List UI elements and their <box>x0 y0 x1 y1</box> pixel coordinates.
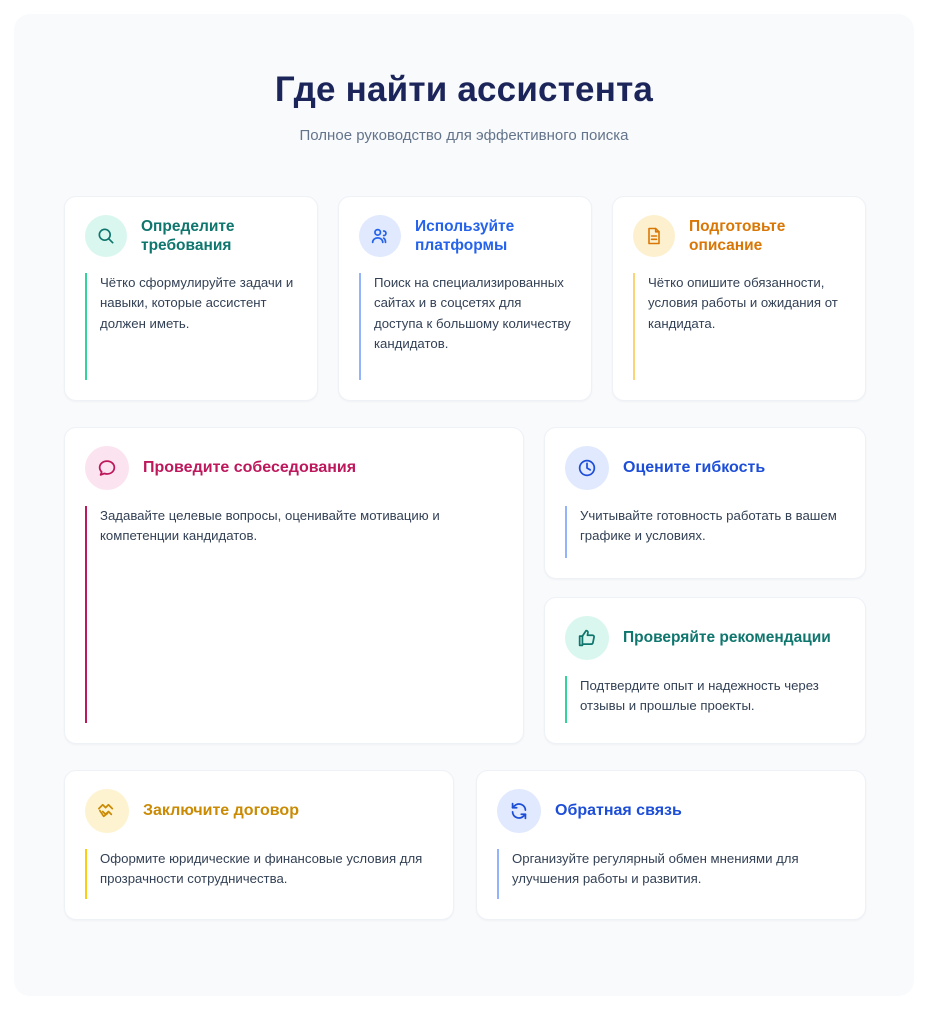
cards-column-right <box>544 427 866 744</box>
card-title: Оцените гибкость <box>623 459 766 476</box>
card-title: Обратная связь <box>555 802 682 819</box>
card-title: Проведите собеседования <box>143 459 357 476</box>
card-header <box>497 789 845 833</box>
card-assess-flexibility[interactable] <box>544 427 866 579</box>
card-feedback[interactable] <box>476 770 866 920</box>
card-text: Задавайте целевые вопросы, оценивайте мотивацию и компетенции кандидатов. <box>85 506 503 723</box>
card-header <box>359 215 571 257</box>
search-icon <box>85 215 127 257</box>
card-text: Чётко опишите обязанности, условия работы и ожидания от кандидата. <box>633 273 845 380</box>
page-title: Где найти ассистента <box>274 70 654 109</box>
thumbs-up-icon <box>565 616 609 660</box>
card-title: Проверяйте рекомендации <box>623 629 831 647</box>
card-header <box>633 215 845 257</box>
card-text: Оформите юридические и финансовые условия для прозрачности сотрудничества. <box>85 849 433 899</box>
card-title: Используйте платформы <box>415 217 515 254</box>
card-use-platforms[interactable] <box>338 196 592 401</box>
card-text: Чётко сформулируйте задачи и навыки, которые ассистент должен иметь. <box>85 273 297 380</box>
card-text: Учитывайте готовность работать в вашем графике и условиях. <box>565 506 845 558</box>
card-prepare-description[interactable] <box>612 196 866 401</box>
cards-row-2 <box>64 427 866 744</box>
card-text: Поиск на специализированных сайтах и в соцсетях для доступа к большому количеству кандидатов. <box>359 273 571 380</box>
card-title: Подготовьте описание <box>689 217 786 254</box>
cards-grid <box>64 196 866 920</box>
chat-bubble-icon <box>85 446 129 490</box>
card-header <box>85 215 297 257</box>
card-text: Подтвердите опыт и надежность через отзывы и прошлые проекты. <box>565 676 845 723</box>
card-text: Организуйте регулярный обмен мнениями для улучшения работы и развития. <box>497 849 845 899</box>
page-subtitle: Полное руководство для эффективного поиска <box>299 127 629 144</box>
card-sign-contract[interactable] <box>64 770 454 920</box>
card-conduct-interviews[interactable] <box>64 427 524 744</box>
card-title: Определите требования <box>141 217 235 254</box>
cards-row-3 <box>64 770 866 920</box>
clock-icon <box>565 446 609 490</box>
refresh-cycle-icon <box>497 789 541 833</box>
document-icon <box>633 215 675 257</box>
card-title: Заключите договор <box>143 802 299 819</box>
users-icon <box>359 215 401 257</box>
card-check-references[interactable] <box>544 597 866 744</box>
card-define-requirements[interactable] <box>64 196 318 401</box>
cards-column-left <box>64 427 524 744</box>
card-header <box>565 446 845 490</box>
card-header <box>85 446 503 490</box>
card-header <box>85 789 433 833</box>
cards-row-1 <box>64 196 866 401</box>
card-header <box>565 616 845 660</box>
handshake-icon <box>85 789 129 833</box>
content-sheet <box>14 14 914 996</box>
page-header <box>14 14 914 144</box>
